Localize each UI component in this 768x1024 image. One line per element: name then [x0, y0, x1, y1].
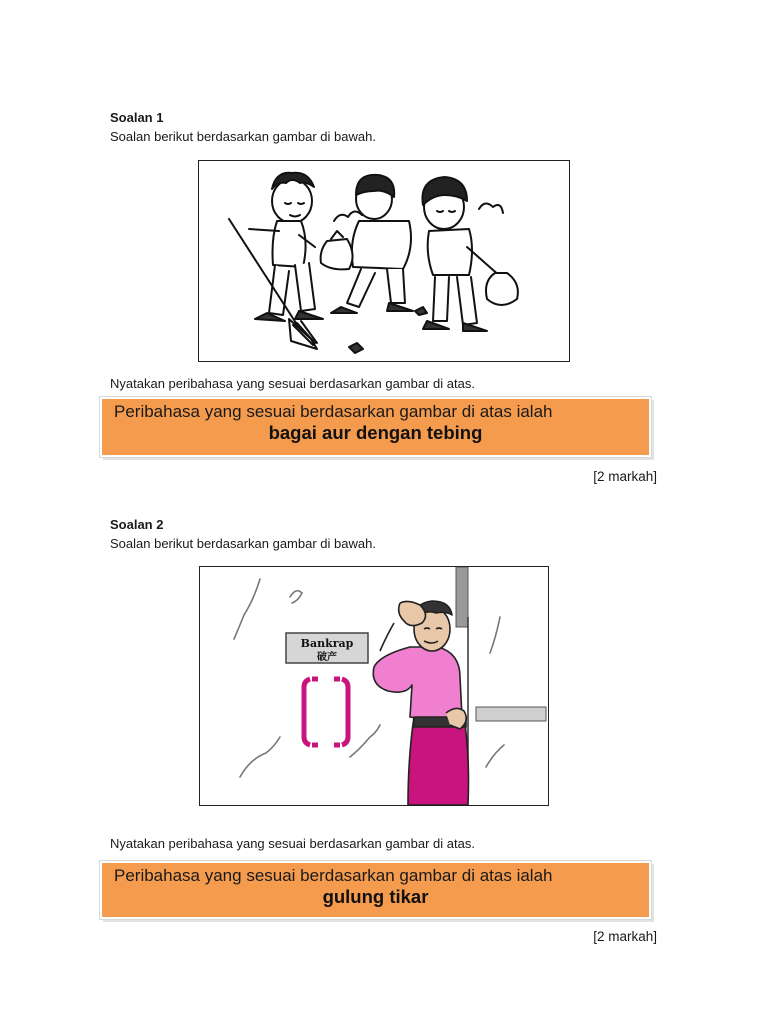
question-2-title: Soalan 2 — [110, 517, 164, 532]
question-1-instruction: Soalan berikut berdasarkan gambar di bawah. — [110, 129, 376, 144]
sign-subtext: 破产 — [317, 652, 337, 663]
question-2-prompt: Nyatakan peribahasa yang sesuai berdasarkan gambar di atas. — [110, 836, 475, 851]
question-2-answer-box — [100, 861, 651, 919]
question-1-illustration — [198, 160, 570, 362]
sign-text: Bankrap — [300, 637, 354, 650]
question-1-marks: [2 markah] — [593, 469, 657, 484]
answer-text: gulung tikar — [322, 886, 429, 907]
answer-text: bagai aur dengan tebing — [268, 422, 483, 443]
children-cleaning-drawing — [199, 161, 569, 361]
question-1-title: Soalan 1 — [110, 110, 164, 125]
answer-lead-text: Peribahasa yang sesuai berdasarkan gambar di atas ialah — [114, 402, 553, 421]
question-1-prompt: Nyatakan peribahasa yang sesuai berdasarkan gambar di atas. — [110, 376, 475, 391]
question-1-answer-box — [100, 397, 651, 457]
bankrupt-man-drawing — [200, 567, 548, 805]
question-2-illustration — [199, 566, 549, 806]
question-2-marks: [2 markah] — [593, 929, 657, 944]
answer-lead-text: Peribahasa yang sesuai berdasarkan gambar di atas ialah — [114, 866, 553, 885]
question-2-instruction: Soalan berikut berdasarkan gambar di bawah. — [110, 536, 376, 551]
